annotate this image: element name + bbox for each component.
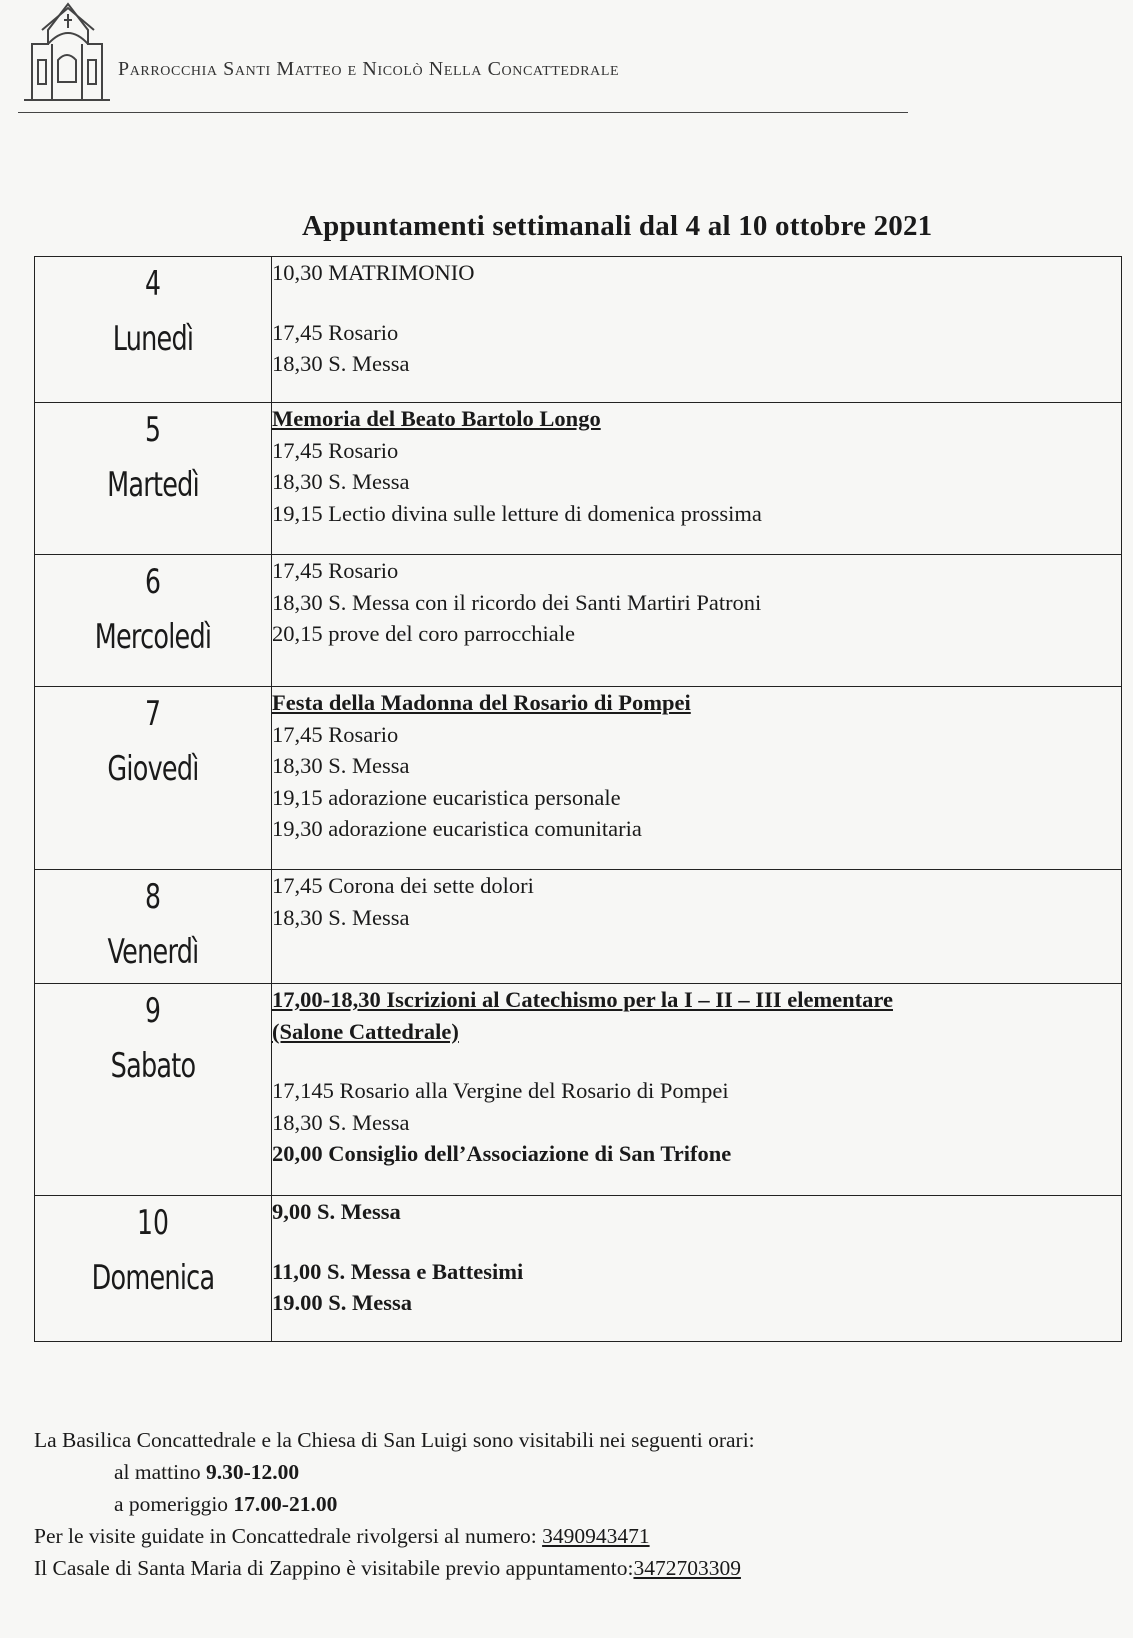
parish-name: Parrocchia Santi Matteo e Nicolò Nella Concattedrale bbox=[118, 58, 620, 80]
event-item: 19,15 adorazione eucaristica personale bbox=[272, 784, 621, 810]
event-heading: Festa della Madonna del Rosario di Pompei bbox=[272, 690, 691, 715]
visiting-intro: La Basilica Concattedrale e la Chiesa di San Luigi sono visitabili nei seguenti orari: bbox=[34, 1428, 755, 1452]
day-row bbox=[35, 870, 1122, 984]
morning-hours-line bbox=[34, 1456, 1114, 1488]
event-spacer bbox=[272, 1047, 1121, 1075]
day-number: 6 bbox=[145, 562, 161, 602]
event-item: 10,30 MATRIMONIO bbox=[272, 260, 475, 285]
event-item: 20,00 Consiglio dell’Associazione di San Trifone bbox=[272, 1141, 732, 1166]
afternoon-hours-line bbox=[34, 1488, 1114, 1520]
event-item: 18,30 S. Messa bbox=[272, 904, 410, 930]
afternoon-hours: 17.00-21.00 bbox=[233, 1492, 338, 1516]
day-cell bbox=[35, 1196, 272, 1342]
day-cell bbox=[35, 257, 272, 403]
day-name: Venerdì bbox=[107, 932, 199, 972]
day-number: 5 bbox=[145, 410, 161, 450]
event-spacer bbox=[272, 1228, 1121, 1256]
event-item: 17,45 Rosario bbox=[272, 437, 399, 463]
day-number: 8 bbox=[145, 877, 161, 917]
event-item: 17,45 Corona dei sette dolori bbox=[272, 873, 534, 898]
events-cell bbox=[272, 403, 1122, 555]
weekly-schedule-table bbox=[34, 256, 1122, 1342]
events-cell bbox=[272, 687, 1122, 870]
event-item: 18,30 S. Messa bbox=[272, 351, 410, 376]
day-row bbox=[35, 555, 1122, 687]
event-item: 19,30 adorazione eucaristica comunitaria bbox=[272, 816, 642, 841]
event-item: 11,00 S. Messa e Battesimi bbox=[272, 1258, 524, 1284]
day-number: 4 bbox=[145, 264, 161, 304]
events-cell bbox=[272, 984, 1122, 1196]
day-name: Domenica bbox=[91, 1258, 215, 1298]
day-cell bbox=[35, 984, 272, 1196]
event-item: 18,30 S. Messa con il ricordo dei Santi Martiri Patroni bbox=[272, 589, 762, 615]
event-item: 19,15 Lectio divina sulle letture di domenica prossima bbox=[272, 500, 762, 526]
event-item: 17,45 Rosario bbox=[272, 721, 399, 747]
casale-phone[interactable]: 3472703309 bbox=[633, 1556, 741, 1580]
events-cell bbox=[272, 1196, 1122, 1342]
header-divider bbox=[18, 112, 908, 113]
event-heading: 17,00-18,30 Iscrizioni al Catechismo per la I – II – III elementare bbox=[272, 987, 893, 1012]
event-item: 20,15 prove del coro parrocchiale bbox=[272, 621, 575, 646]
day-name: Lunedì bbox=[112, 319, 194, 359]
event-heading: (Salone Cattedrale) bbox=[272, 1018, 459, 1044]
day-name: Mercoledì bbox=[94, 617, 212, 657]
day-cell bbox=[35, 870, 272, 984]
church-tower-logo bbox=[18, 0, 110, 104]
event-item: 18,30 S. Messa bbox=[272, 753, 410, 778]
morning-hours: 9.30-12.00 bbox=[205, 1460, 300, 1484]
events-cell bbox=[272, 555, 1122, 687]
day-name: Sabato bbox=[110, 1046, 196, 1086]
day-number: 10 bbox=[137, 1203, 169, 1243]
schedule-title: Appuntamenti settimanali dal 4 al 10 ottobre 2021 bbox=[302, 210, 933, 242]
day-name: Giovedì bbox=[107, 749, 199, 789]
morning-label: al mattino bbox=[114, 1460, 206, 1484]
visiting-info bbox=[34, 1424, 1114, 1584]
casale-text: Il Casale di Santa Maria di Zappino è visitabile previo appuntamento: bbox=[34, 1556, 634, 1580]
event-item: 17,45 Rosario bbox=[272, 558, 399, 583]
event-item: 17,45 Rosario bbox=[272, 319, 399, 345]
guided-visits-text: Per le visite guidate in Concattedrale rivolgersi al numero: bbox=[34, 1524, 543, 1548]
events-cell bbox=[272, 257, 1122, 403]
events-cell bbox=[272, 870, 1122, 984]
guided-visits-phone[interactable]: 3490943471 bbox=[542, 1524, 650, 1548]
day-cell bbox=[35, 555, 272, 687]
day-row bbox=[35, 984, 1122, 1196]
casale-line bbox=[34, 1552, 1114, 1584]
event-item: 18,30 S. Messa bbox=[272, 469, 410, 494]
event-item: 17,145 Rosario alla Vergine del Rosario di Pompei bbox=[272, 1078, 729, 1103]
event-item: 9,00 S. Messa bbox=[272, 1199, 401, 1224]
day-number: 7 bbox=[145, 694, 161, 734]
guided-visits-line bbox=[34, 1520, 1114, 1552]
day-row bbox=[35, 403, 1122, 555]
event-item: 18,30 S. Messa bbox=[272, 1109, 410, 1135]
day-row bbox=[35, 687, 1122, 870]
event-spacer bbox=[272, 289, 1121, 317]
letterhead bbox=[18, 0, 928, 120]
day-row bbox=[35, 257, 1122, 403]
event-item: 19.00 S. Messa bbox=[272, 1290, 412, 1315]
day-name: Martedì bbox=[107, 465, 199, 505]
day-number: 9 bbox=[145, 991, 161, 1031]
afternoon-label: a pomeriggio bbox=[114, 1492, 234, 1516]
day-cell bbox=[35, 403, 272, 555]
event-heading: Memoria del Beato Bartolo Longo bbox=[272, 406, 601, 431]
day-row bbox=[35, 1196, 1122, 1342]
day-cell bbox=[35, 687, 272, 870]
